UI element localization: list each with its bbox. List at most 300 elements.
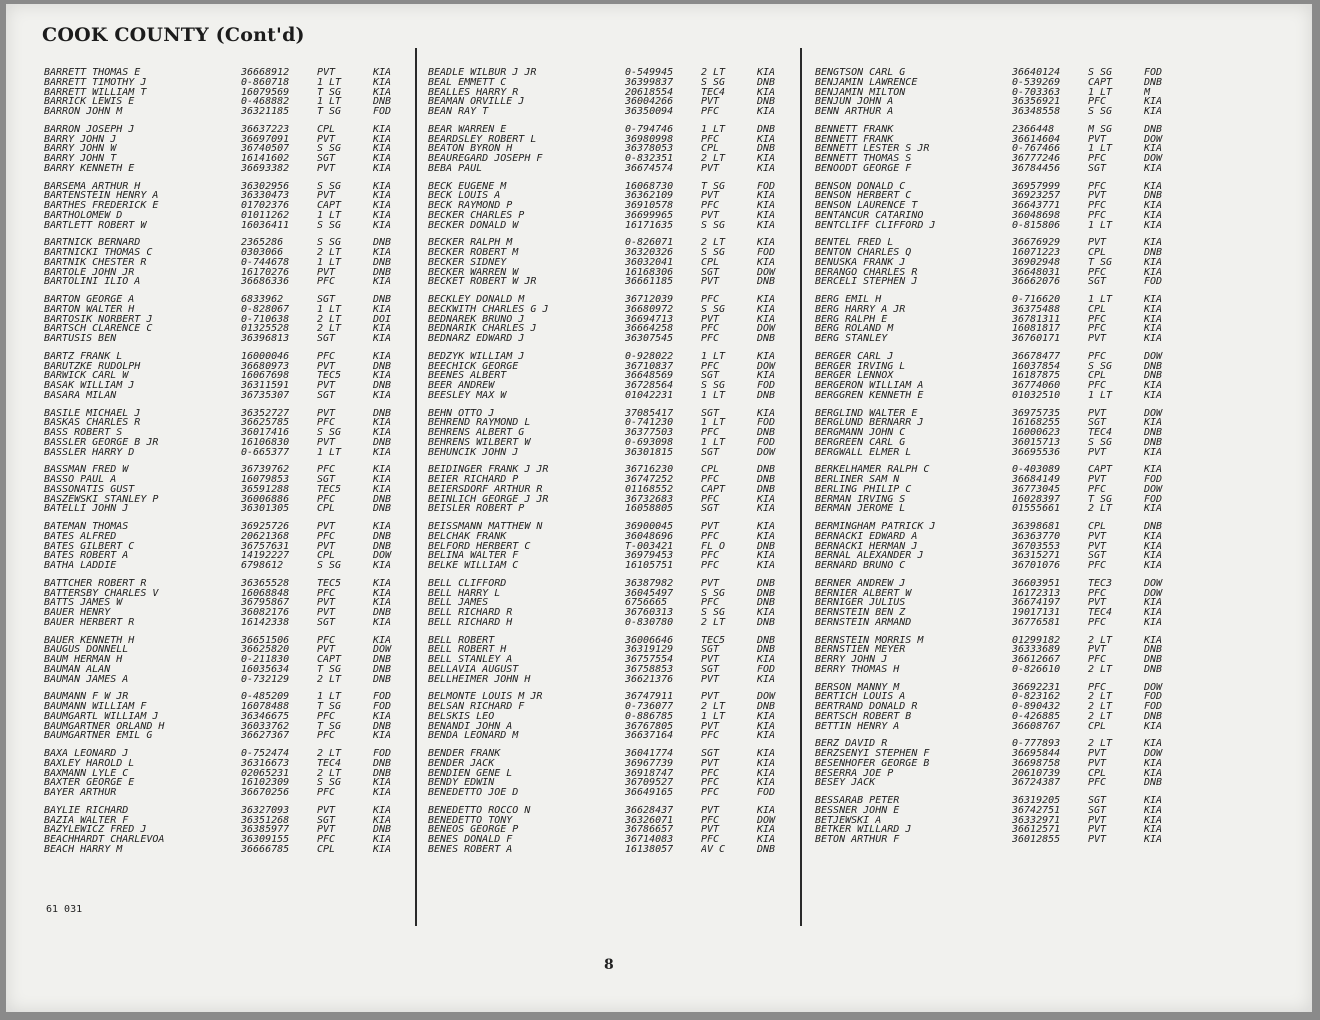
soldier-name: BASSONATIS GUST [44,484,135,495]
soldier-name: BERMAN IRVING S [815,494,906,505]
roster-row [815,191,1180,201]
grade: S SG [701,220,726,231]
grade: PVT [1088,645,1107,655]
serial-number: 36309155 [241,835,290,845]
roster-row [44,608,409,618]
soldier-name: BARTUSIS BEN [44,334,117,344]
status: KIA [1144,295,1163,305]
serial-number: 36695844 [1012,749,1061,759]
grade: S SG [1088,68,1113,78]
status: FOD [373,107,392,117]
grade: PFC [701,494,720,505]
roster-row [815,816,1180,826]
roster-row [428,277,793,287]
serial-number: T-003421 [625,541,674,552]
soldier-name: BENNETT FRANK [815,124,894,135]
soldier-name: BATEMAN THOMAS [44,522,129,532]
soldier-name: BAUM HERMAN H [44,655,123,665]
serial-number: 0-928022 [625,351,674,362]
grade: PFC [701,815,720,826]
soldier-name: BENOODT GEORGE F [815,163,912,174]
roster-row [428,598,793,608]
serial-number: 36776581 [1012,617,1061,628]
serial-number: 0303066 [241,248,284,258]
soldier-name: BENES ROBERT A [428,844,513,855]
status: DNB [1144,655,1163,665]
serial-number: 36377503 [625,428,674,438]
status: FOD [757,788,776,798]
roster-row [815,778,1180,788]
status: KIA [757,731,776,741]
soldier-name: BENDER FRANK [428,749,501,759]
roster-row [428,522,793,532]
soldier-name: BERNACKI EDWARD A [815,531,918,542]
soldier-name: BASSLER HARRY D [44,447,135,458]
soldier-name: BATES GILBERT C [44,541,135,552]
soldier-name: BERGERON WILLIAM A [815,381,924,391]
status: KIA [373,578,392,589]
document-page [6,4,1312,1012]
serial-number: 36398681 [1012,522,1061,532]
serial-number: 36910578 [625,201,674,211]
serial-number: 0-823162 [1012,692,1061,702]
serial-number: 36757631 [241,541,290,552]
roster-row [815,806,1180,816]
status: KIA [1144,758,1163,769]
grade: PFC [701,768,720,779]
roster-row [815,796,1180,806]
roster-row [428,645,793,655]
soldier-name: BENEDETTO ROCCO N [428,805,531,816]
soldier-name: BELSAN RICHARD F [428,702,525,712]
serial-number: 36643771 [1012,201,1061,211]
grade: 2 LT [317,314,342,325]
status: FOD [1144,702,1163,712]
soldier-name: BERNSTEIN MORRIS M [815,635,924,646]
grade: PVT [1088,531,1107,542]
roster-row [428,532,793,542]
soldier-name: BARTON WALTER H [44,304,135,315]
serial-number: 37085417 [625,408,674,419]
soldier-name: BARRY JOHN W [44,144,117,154]
roster-row [44,835,409,845]
status: KIA [1144,617,1163,628]
grade: PVT [701,277,720,287]
serial-number: 36375488 [1012,304,1061,315]
serial-number: 6798612 [241,561,284,571]
roster-row [428,191,793,201]
grade: PVT [1088,825,1107,835]
roster-row [815,589,1180,599]
grade: S SG [701,588,726,599]
roster-column-2 [428,68,793,863]
soldier-name: BERTSCH ROBERT B [815,711,912,722]
roster-row [428,655,793,665]
status: DNB [373,664,392,675]
serial-number: 36757554 [625,655,674,665]
status: KIA [373,788,392,798]
soldier-name: BESSARAB PETER [815,796,900,806]
roster-row [815,182,1180,192]
roster-row [815,78,1180,88]
grade: S SG [701,77,726,88]
status: KIA [1144,561,1163,571]
status: KIA [1144,381,1163,391]
grade: 1 LT [317,97,342,107]
soldier-name: BERZ DAVID R [815,739,888,749]
roster-row [44,107,409,117]
soldier-name: BERZSENYI STEPHEN F [815,749,930,759]
soldier-name: BELL ROBERT H [428,645,507,655]
roster-row [44,692,409,702]
soldier-name: BERANGO CHARLES R [815,267,918,278]
roster-row [815,154,1180,164]
serial-number: 0-886785 [625,711,674,722]
serial-number: 36302956 [241,181,290,192]
soldier-name: BELMONTE LOUIS M JR [428,692,543,702]
serial-number: 36699965 [625,210,674,221]
soldier-name: BENSON DONALD C [815,181,906,192]
grade: S SG [701,381,726,391]
status: KIA [373,835,392,845]
soldier-name: BETTIN HENRY A [815,721,900,732]
roster-row [44,816,409,826]
serial-number: 36307545 [625,334,674,344]
grade: S SG [1088,107,1113,117]
status: KIA [757,68,776,78]
soldier-name: BEHRENS WILBERT W [428,437,531,448]
roster-row [44,589,409,599]
roster-row [428,258,793,268]
serial-number: 36048698 [1012,210,1061,221]
roster-row [44,305,409,315]
grade: PVT [1088,749,1107,759]
status: DOW [757,815,776,826]
roster-group [815,295,1180,344]
roster-row [44,448,409,458]
grade: T SG [317,664,342,675]
status: DNB [757,588,776,599]
roster-row [44,702,409,712]
soldier-name: BECKER CHARLES P [428,210,525,221]
soldier-name: BASZEWSKI STANLEY P [44,494,159,505]
status: KIA [1144,220,1163,231]
soldier-name: BAUMANN WILLIAM F [44,702,147,712]
soldier-name: BASAK WILLIAM J [44,381,135,391]
roster-row [428,731,793,741]
serial-number: 36311591 [241,381,290,391]
grade: 2 LT [317,674,342,685]
soldier-name: BENTON CHARLES Q [815,248,912,258]
serial-number: 36670256 [241,788,290,798]
grade: PVT [701,655,720,665]
grade: 2 LT [317,749,342,759]
roster-group [44,522,409,571]
soldier-name: BAYER ARTHUR [44,788,117,798]
grade: PFC [1088,484,1107,495]
grade: 2 LT [317,324,342,334]
serial-number: 36692231 [1012,682,1061,693]
grade: PFC [317,731,336,741]
status: DNB [757,702,776,712]
status: DNB [373,381,392,391]
status: KIA [373,144,392,154]
soldier-name: BARTENSTEIN HENRY A [44,191,159,201]
roster-row [815,135,1180,145]
status: KIA [1144,257,1163,268]
serial-number: 0-403089 [1012,465,1061,475]
roster-row [428,475,793,485]
status: DNB [1144,371,1163,381]
status: KIA [373,277,392,287]
page-title: COOK COUNTY (Cont'd) [42,24,305,46]
soldier-name: BENJUN JOHN A [815,97,894,107]
grade: T SG [317,87,342,98]
serial-number: 36032041 [625,257,674,268]
serial-number: 16171635 [625,220,674,231]
grade: TEC5 [701,635,726,646]
serial-number: 36967739 [625,758,674,769]
serial-number: 36348558 [1012,107,1061,117]
status: KIA [373,371,392,381]
grade: 2 LT [1088,664,1113,675]
grade: PVT [317,408,336,419]
serial-number: 36674574 [625,163,674,174]
serial-number: 16000623 [1012,428,1061,438]
soldier-name: BEISSMANN MATTHEW N [428,522,543,532]
column-divider [415,48,417,926]
status: DOW [1144,749,1163,759]
soldier-name: BENDIEN GENE L [428,768,513,779]
status: KIA [1144,531,1163,542]
soldier-name: BAUER HENRY [44,608,111,618]
roster-row [44,248,409,258]
serial-number: 0-815806 [1012,220,1061,231]
roster-row [815,268,1180,278]
soldier-name: BASILE MICHAEL J [44,408,141,419]
status: DNB [373,608,392,618]
status: KIA [757,494,776,505]
roster-row [44,97,409,107]
status: KIA [1144,739,1163,749]
soldier-name: BECK EUGENE M [428,181,507,192]
status: DNB [373,408,392,419]
soldier-name: BELLHEIMER JOHN H [428,674,531,685]
roster-row [44,238,409,248]
soldier-name: BERGLUND BERNARR J [815,418,924,428]
roster-row [428,465,793,475]
status: DNB [373,97,392,107]
soldier-name: BERGREEN CARL G [815,437,906,448]
soldier-name: BATTERSBY CHARLES V [44,588,159,599]
roster-row [44,371,409,381]
serial-number: 36363770 [1012,531,1061,542]
soldier-name: BARTOLE JOHN JR [44,267,135,278]
serial-number: 36004266 [625,97,674,107]
soldier-name: BARRY JOHN J [44,134,117,145]
soldier-name: BERGGREN KENNETH E [815,390,924,401]
serial-number: 36326071 [625,815,674,826]
roster-group [428,806,793,855]
grade: PFC [1088,201,1107,211]
grade: 2 LT [1088,692,1113,702]
status: FOD [1144,68,1163,78]
serial-number: 0-485209 [241,692,290,702]
roster-row [428,88,793,98]
serial-number: 6833962 [241,295,284,305]
roster-row [428,164,793,174]
status: DNB [373,361,392,372]
grade: 1 LT [1088,295,1113,305]
roster-row [428,589,793,599]
roster-row [428,391,793,401]
roster-row [815,97,1180,107]
roster-row [44,561,409,571]
grade: PFC [317,351,336,362]
grade: PFC [701,835,720,845]
soldier-name: BARTON GEORGE A [44,295,135,305]
serial-number: 01325528 [241,324,290,334]
grade: PVT [1088,541,1107,552]
grade: CPL [701,257,720,268]
status: DNB [757,465,776,475]
status: KIA [1144,835,1163,845]
roster-row [44,778,409,788]
roster-row [44,655,409,665]
status: KIA [373,484,392,495]
status: DNB [757,484,776,495]
grade: PVT [701,97,720,107]
serial-number: 36712039 [625,295,674,305]
grade: PFC [701,201,720,211]
serial-number: 36735307 [241,390,290,401]
grade: 2 LT [317,768,342,779]
roster-group [815,796,1180,845]
roster-row [815,835,1180,845]
roster-row [815,277,1180,287]
serial-number: 14192227 [241,551,290,561]
grade: SGT [317,617,336,628]
grade: PVT [317,522,336,532]
roster-row [44,636,409,646]
grade: SGT [317,334,336,344]
status: KIA [1144,815,1163,826]
status: DNB [373,295,392,305]
soldier-name: BARRY JOHN T [44,154,117,164]
status: DNB [373,768,392,779]
status: DNB [373,674,392,685]
soldier-name: BEACH HARRY M [44,844,123,855]
soldier-name: BERTICH LOUIS A [815,692,906,702]
grade: PFC [317,835,336,845]
serial-number: 36045497 [625,588,674,599]
soldier-name: BERLING PHILIP C [815,484,912,495]
roster-row [44,598,409,608]
soldier-name: BERNER ANDREW J [815,578,906,589]
serial-number: 36612571 [1012,825,1061,835]
roster-group [44,295,409,344]
roster-row [428,542,793,552]
roster-row [44,362,409,372]
serial-number: 36975735 [1012,408,1061,419]
serial-number: 16168255 [1012,418,1061,428]
status: KIA [757,674,776,685]
grade: S SG [317,561,342,571]
grade: SGT [1088,796,1107,806]
grade: 2 LT [701,617,726,628]
status: FOD [373,749,392,759]
soldier-name: BARWICK CARL W [44,371,129,381]
roster-group [428,409,793,458]
soldier-name: BARTNICKI THOMAS C [44,248,153,258]
roster-row [428,788,793,798]
grade: SGT [1088,805,1107,816]
grade: PFC [317,531,336,542]
status: DNB [757,598,776,608]
status: DNB [373,541,392,552]
grade: 1 LT [1088,220,1113,231]
roster-group [428,295,793,344]
soldier-name: BERNACKI HERMAN J [815,541,918,552]
soldier-name: BENNETT LESTER S JR [815,144,930,154]
grade: 1 LT [317,257,342,268]
soldier-name: BECKER DONALD W [428,220,519,231]
roster-row [44,532,409,542]
serial-number: 36399837 [625,77,674,88]
soldier-name: BARRETT THOMAS E [44,68,141,78]
serial-number: 36902948 [1012,257,1061,268]
grade: SGT [317,390,336,401]
serial-number: 36781311 [1012,314,1061,325]
soldier-name: BARRON JOSEPH J [44,124,135,135]
roster-row [44,712,409,722]
serial-number: 36760313 [625,608,674,618]
soldier-name: BELCHAK FRANK [428,531,507,542]
status: KIA [1144,181,1163,192]
grade: PFC [317,711,336,722]
soldier-name: BETKER WILLARD J [815,825,912,835]
grade: CPL [317,844,336,855]
status: DNB [1144,522,1163,532]
soldier-name: BERNSTEIN BEN Z [815,608,906,618]
roster-row [44,825,409,835]
serial-number: 36693382 [241,163,290,174]
roster-row [44,749,409,759]
serial-number: 36900045 [625,522,674,532]
grade: 1 LT [317,447,342,458]
serial-number: 36351268 [241,815,290,826]
grade: AV C [701,844,726,855]
status: KIA [1144,541,1163,552]
roster-row [44,78,409,88]
grade: PFC [701,561,720,571]
roster-group [428,692,793,741]
status: KIA [373,598,392,608]
serial-number: 16141602 [241,154,290,164]
roster-row [428,825,793,835]
roster-row [815,371,1180,381]
soldier-name: BARRICK LEWIS E [44,97,135,107]
soldier-name: BERNSTIEN MEYER [815,645,906,655]
status: KIA [373,844,392,855]
soldier-name: BAZYLEWICZ FRED J [44,825,147,835]
soldier-name: BEIERSDORF ARTHUR R [428,484,543,495]
grade: PVT [1088,598,1107,608]
soldier-name: BERNARD BRUNO C [815,561,906,571]
soldier-name: BAXTER GEORGE E [44,778,135,788]
grade: TEC3 [1088,578,1113,589]
status: KIA [1144,267,1163,278]
